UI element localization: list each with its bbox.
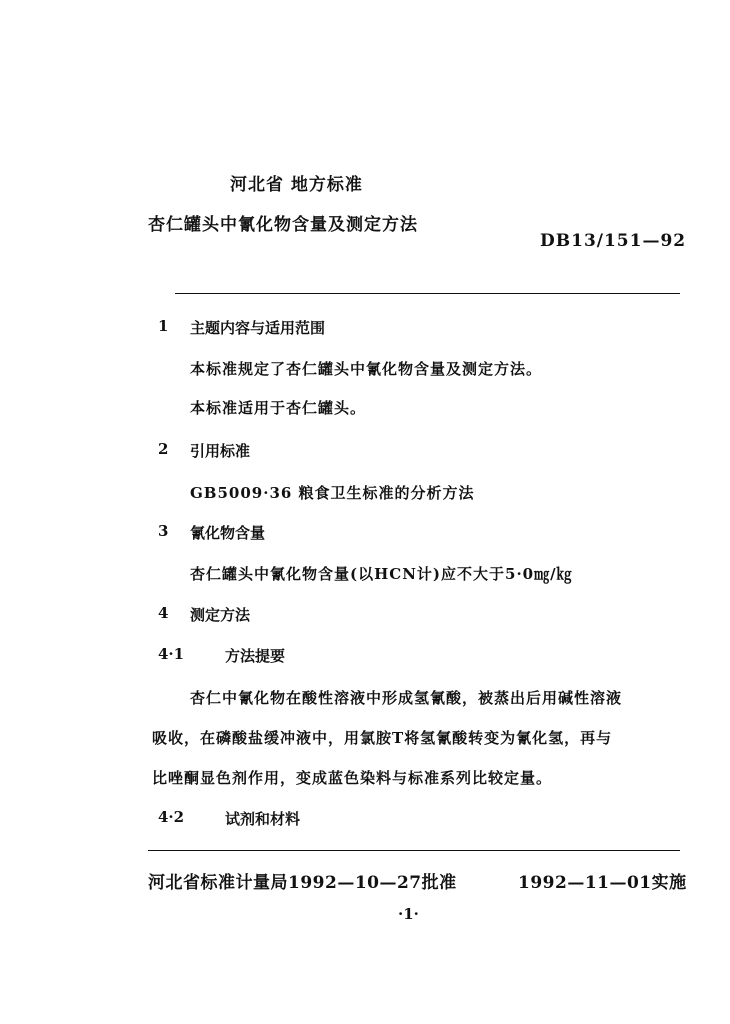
section-4-1-title: 方法提要 xyxy=(225,647,286,665)
section-4-2-title: 试剂和材料 xyxy=(225,810,301,828)
section-4-1-line-3: 比唑酮显色剂作用，变成蓝色染料与标准系列比较定量。 xyxy=(152,769,553,787)
section-3-para-1: 杏仁罐头中氰化物含量(以HCN计)应不大于5·0㎎/㎏ xyxy=(190,565,573,583)
section-2-number: 2 xyxy=(158,440,169,458)
section-1-para-2: 本标准适用于杏仁罐头。 xyxy=(190,399,367,417)
issuer-line: 河北省 地方标准 xyxy=(230,175,363,195)
section-3-title: 氰化物含量 xyxy=(190,524,266,542)
section-2-para-1: GB5009·36 粮食卫生标准的分析方法 xyxy=(190,484,475,502)
section-4-2-number: 4·2 xyxy=(158,808,185,826)
section-4-title: 测定方法 xyxy=(190,606,251,624)
section-1-title: 主题内容与适用范围 xyxy=(190,319,326,337)
section-4-1-line-2: 吸收，在磷酸盐缓冲液中，用氯胺T将氢氰酸转变为氰化氢，再与 xyxy=(152,729,613,747)
section-3-number: 3 xyxy=(158,522,169,540)
section-1-number: 1 xyxy=(158,317,169,335)
standard-code: DB13/151—92 xyxy=(540,231,687,251)
section-4-1-number: 4·1 xyxy=(158,645,185,663)
section-1-para-1: 本标准规定了杏仁罐头中氰化物含量及测定方法。 xyxy=(190,360,543,378)
page-number: ·1· xyxy=(398,905,419,923)
effective-line: 1992—11—01实施 xyxy=(518,873,687,893)
approval-line: 河北省标准计量局1992—10—27批准 xyxy=(148,873,457,893)
header-rule xyxy=(175,293,680,294)
document-title: 杏仁罐头中氰化物含量及测定方法 xyxy=(148,215,418,235)
section-2-title: 引用标准 xyxy=(190,442,251,460)
section-4-number: 4 xyxy=(158,604,169,622)
section-4-1-line-1: 杏仁中氰化物在酸性溶液中形成氢氰酸，被蒸出后用碱性溶液 xyxy=(190,689,623,707)
footer-rule xyxy=(148,850,680,851)
